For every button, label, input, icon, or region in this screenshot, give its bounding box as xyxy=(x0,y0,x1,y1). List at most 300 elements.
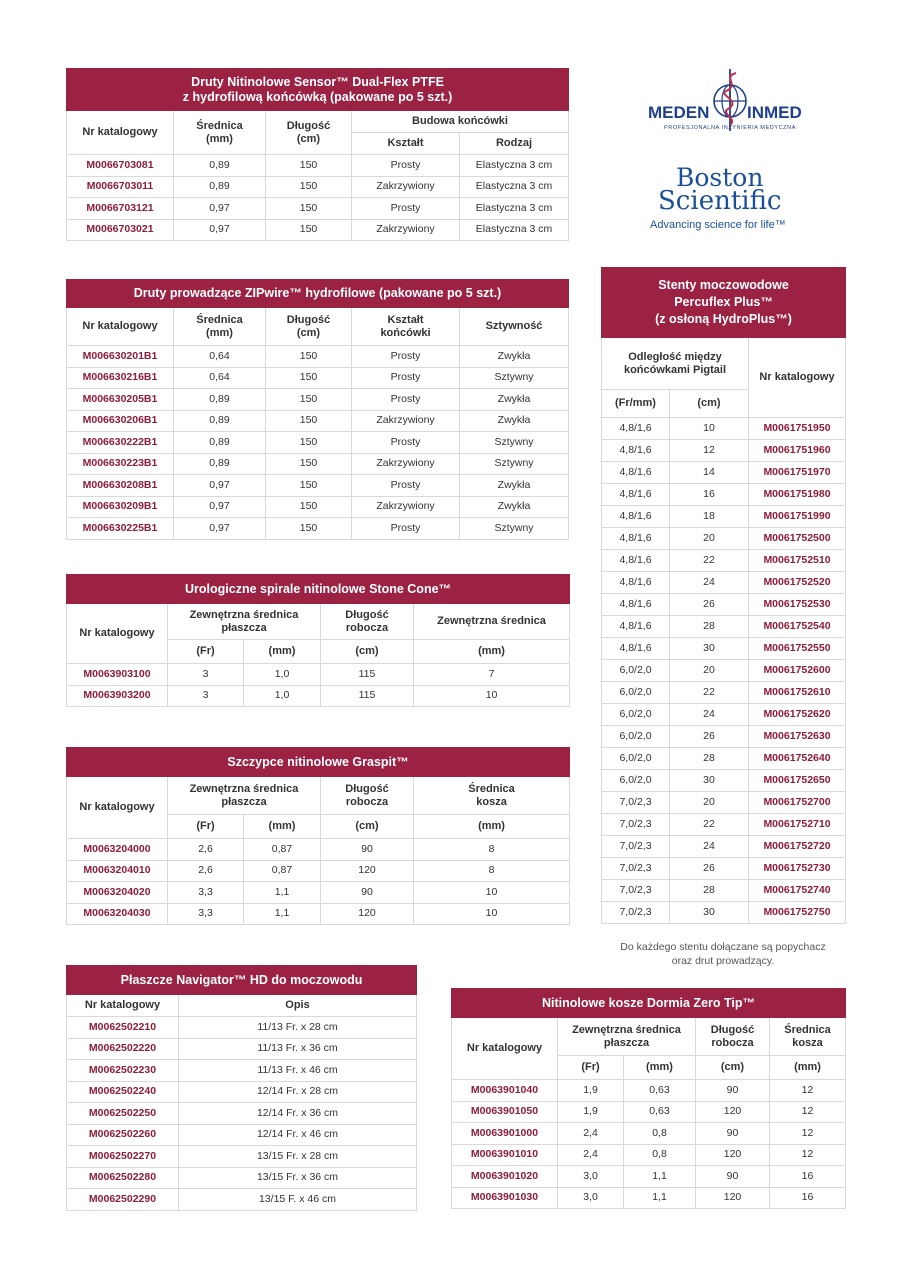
table-cell: Zwykła xyxy=(460,389,569,411)
meden-tagline: PROFESJONALNA INŻYNIERIA MEDYCZNA xyxy=(664,125,796,131)
col-header-srednica: Średnica (mm) xyxy=(174,111,266,155)
catalog-number-cell: M0061752610 xyxy=(749,682,846,704)
table-cell: 22 xyxy=(670,550,749,572)
col-header-dlugosc-robocza: Długość robocza xyxy=(321,604,414,640)
table-cell: 10 xyxy=(670,418,749,440)
table-cell: 12 xyxy=(770,1144,846,1166)
table-cell: Zwykła xyxy=(460,410,569,432)
table-cell: Elastyczna 3 cm xyxy=(460,155,569,177)
table-cell: 6,0/2,0 xyxy=(602,660,670,682)
catalog-number-cell: M0061751990 xyxy=(749,506,846,528)
unit-cm: (cm) xyxy=(321,640,414,664)
table-cell: 2,4 xyxy=(558,1144,624,1166)
col-header-zew-srednica: Zewnętrzna średnica xyxy=(414,604,570,640)
table-cell: Prosty xyxy=(352,432,460,454)
table-row xyxy=(602,748,846,770)
table-cell: 1,9 xyxy=(558,1080,624,1102)
catalog-number-cell: M0066703021 xyxy=(67,219,174,241)
col-header-zew-srednica-plaszcza: Zewnętrzna średnica płaszcza xyxy=(168,777,321,815)
catalog-number-cell: M0063204000 xyxy=(67,839,168,861)
table-cell: 120 xyxy=(321,860,414,882)
table-row xyxy=(602,770,846,792)
table-cell: 1,1 xyxy=(624,1166,696,1188)
table-row xyxy=(452,1187,846,1209)
table-cell: 12 xyxy=(670,440,749,462)
table-row xyxy=(602,704,846,726)
table-cell: 3 xyxy=(168,685,244,707)
table-row xyxy=(67,432,569,454)
col-header-zew-srednica-plaszcza: Zewnętrzna średnica płaszcza xyxy=(168,604,321,640)
table-cell: 90 xyxy=(321,839,414,861)
table-cell: 150 xyxy=(266,198,352,220)
table-cell: Elastyczna 3 cm xyxy=(460,219,569,241)
table-cell: 0,89 xyxy=(174,389,266,411)
table-cell: 30 xyxy=(670,770,749,792)
table-cell: Prosty xyxy=(352,518,460,540)
percuflex-stents-table xyxy=(601,267,846,924)
table-cell: 13/15 Fr. x 28 cm xyxy=(179,1146,417,1168)
catalog-number-cell: M0062502280 xyxy=(67,1167,179,1189)
table-row xyxy=(602,660,846,682)
table-row xyxy=(67,1060,417,1082)
table-cell: 2,4 xyxy=(558,1123,624,1145)
table-row xyxy=(452,1166,846,1188)
meden-wordmark-right: INMED xyxy=(747,103,802,122)
col-header-srednica-kosza: Średnica kosza xyxy=(770,1018,846,1056)
catalog-number-cell: M0061752550 xyxy=(749,638,846,660)
catalog-number-cell: M0062502270 xyxy=(67,1146,179,1168)
table-cell: Prosty xyxy=(352,475,460,497)
boston-wordmark-line1: Boston xyxy=(676,163,764,192)
table-row xyxy=(67,518,569,540)
catalog-number-cell: M0063903100 xyxy=(67,664,168,686)
boston-wordmark-line2: Scientific xyxy=(658,186,782,216)
table-cell: 24 xyxy=(670,704,749,726)
unit-cm: (cm) xyxy=(696,1056,770,1080)
table-cell: 0,97 xyxy=(174,198,266,220)
table-cell: 11/13 Fr. x 46 cm xyxy=(179,1060,417,1082)
table-row xyxy=(67,346,569,368)
table-row xyxy=(67,198,569,220)
table-cell: 4,8/1,6 xyxy=(602,550,670,572)
catalog-number-cell: M0061752600 xyxy=(749,660,846,682)
table-row xyxy=(602,880,846,902)
table-cell: 3,3 xyxy=(168,903,244,925)
catalog-number-cell: M0062502220 xyxy=(67,1038,179,1060)
table-row xyxy=(67,176,569,198)
catalog-number-cell: M006630225B1 xyxy=(67,518,174,540)
table-cell: Elastyczna 3 cm xyxy=(460,176,569,198)
catalog-number-cell: M0063901010 xyxy=(452,1144,558,1166)
catalog-number-cell: M006630205B1 xyxy=(67,389,174,411)
catalog-number-cell: M0061752530 xyxy=(749,594,846,616)
catalog-number-cell: M0061752740 xyxy=(749,880,846,902)
table-cell: 12 xyxy=(770,1101,846,1123)
table-cell: 26 xyxy=(670,594,749,616)
table-cell: 26 xyxy=(670,726,749,748)
table-cell: 150 xyxy=(266,367,352,389)
table-cell: 10 xyxy=(414,882,570,904)
catalog-number-cell: M0062502210 xyxy=(67,1017,179,1039)
table-cell: 0,63 xyxy=(624,1101,696,1123)
catalog-number-cell: M0061752750 xyxy=(749,902,846,924)
table-cell: 11/13 Fr. x 36 cm xyxy=(179,1038,417,1060)
table-cell: 6,0/2,0 xyxy=(602,704,670,726)
table-row xyxy=(602,638,846,660)
col-header-ksztalt: Kształt xyxy=(352,133,460,155)
catalog-number-cell: M0061751970 xyxy=(749,462,846,484)
table-cell: 150 xyxy=(266,219,352,241)
table-cell: 150 xyxy=(266,346,352,368)
table-title: Szczypce nitinolowe Graspit™ xyxy=(67,748,570,777)
table-cell: 115 xyxy=(321,685,414,707)
catalog-number-cell: M0061752510 xyxy=(749,550,846,572)
table-row xyxy=(67,1017,417,1039)
table-row xyxy=(452,1101,846,1123)
table-cell: 4,8/1,6 xyxy=(602,616,670,638)
table-cell: 2,6 xyxy=(168,860,244,882)
catalog-number-cell: M006630206B1 xyxy=(67,410,174,432)
col-header-nr: Nr katalogowy xyxy=(67,111,174,155)
table-cell: 12 xyxy=(770,1123,846,1145)
catalog-number-cell: M0061752620 xyxy=(749,704,846,726)
catalog-number-cell: M0066703011 xyxy=(67,176,174,198)
table-cell: 4,8/1,6 xyxy=(602,638,670,660)
dormia-zero-tip-table xyxy=(451,988,846,1209)
col-header-dlugosc-robocza: Długość robocza xyxy=(321,777,414,815)
table-cell: 0,89 xyxy=(174,155,266,177)
table-cell: 20 xyxy=(670,792,749,814)
catalog-number-cell: M0066703081 xyxy=(67,155,174,177)
catalog-number-cell: M0063901050 xyxy=(452,1101,558,1123)
table-cell: 4,8/1,6 xyxy=(602,506,670,528)
table-cell: 20 xyxy=(670,660,749,682)
table-cell: Prosty xyxy=(352,346,460,368)
table-cell: 10 xyxy=(414,903,570,925)
catalog-number-cell: M006630223B1 xyxy=(67,453,174,475)
table-cell: 0,89 xyxy=(174,176,266,198)
table-cell: 150 xyxy=(266,410,352,432)
unit-fr: (Fr) xyxy=(168,815,244,839)
table-cell: 0,89 xyxy=(174,432,266,454)
col-header-nr: Nr katalogowy xyxy=(749,338,846,418)
table-row xyxy=(67,367,569,389)
table-cell: 3 xyxy=(168,664,244,686)
unit-mm: (mm) xyxy=(244,640,321,664)
catalog-number-cell: M0063901040 xyxy=(452,1080,558,1102)
table-row xyxy=(602,550,846,572)
table-cell: 6,0/2,0 xyxy=(602,682,670,704)
col-header-srednica-kosza: Średnica kosza xyxy=(414,777,570,815)
table-cell: 120 xyxy=(696,1101,770,1123)
table-cell: Zwykła xyxy=(460,346,569,368)
table-cell: 28 xyxy=(670,748,749,770)
table-row xyxy=(602,418,846,440)
table-cell: 90 xyxy=(321,882,414,904)
table-cell: 14 xyxy=(670,462,749,484)
catalog-number-cell: M0063901020 xyxy=(452,1166,558,1188)
table-cell: 10 xyxy=(414,685,570,707)
catalog-number-cell: M0061752720 xyxy=(749,836,846,858)
table-cell: Elastyczna 3 cm xyxy=(460,198,569,220)
table-row xyxy=(602,594,846,616)
table-cell: 30 xyxy=(670,638,749,660)
catalog-number-cell: M0061752650 xyxy=(749,770,846,792)
unit-fr: (Fr) xyxy=(168,640,244,664)
table-cell: 150 xyxy=(266,389,352,411)
col-header-nr: Nr katalogowy xyxy=(67,604,168,664)
table-cell: 7,0/2,3 xyxy=(602,792,670,814)
catalog-number-cell: M0061752540 xyxy=(749,616,846,638)
table-cell: 1,0 xyxy=(244,664,321,686)
col-header-rodzaj: Rodzaj xyxy=(460,133,569,155)
catalog-number-cell: M006630216B1 xyxy=(67,367,174,389)
unit-mm: (mm) xyxy=(414,640,570,664)
zipwire-table xyxy=(66,279,569,540)
table-cell: 12/14 Fr. x 28 cm xyxy=(179,1081,417,1103)
table-cell: 24 xyxy=(670,572,749,594)
table-cell: Prosty xyxy=(352,198,460,220)
table-cell: 4,8/1,6 xyxy=(602,594,670,616)
stone-cone-table xyxy=(66,574,570,707)
table-cell: Zakrzywiony xyxy=(352,176,460,198)
sensor-dual-flex-table xyxy=(66,68,569,241)
graspit-table xyxy=(66,747,570,925)
table-row xyxy=(602,506,846,528)
table-cell: 6,0/2,0 xyxy=(602,726,670,748)
table-row xyxy=(67,1189,417,1211)
table-cell: 0,97 xyxy=(174,518,266,540)
table-cell: 24 xyxy=(670,836,749,858)
table-row xyxy=(67,839,570,861)
table-cell: 22 xyxy=(670,814,749,836)
table-cell: 3,0 xyxy=(558,1187,624,1209)
table-cell: 22 xyxy=(670,682,749,704)
table-cell: 115 xyxy=(321,664,414,686)
table-cell: Sztywny xyxy=(460,518,569,540)
table-cell: 16 xyxy=(670,484,749,506)
boston-tagline: Advancing science for life™ xyxy=(650,219,786,231)
col-header-nr: Nr katalogowy xyxy=(67,308,174,346)
table-cell: 16 xyxy=(770,1187,846,1209)
table-title: Urologiczne spirale nitinolowe Stone Cone™ xyxy=(67,575,570,604)
table-cell: 7,0/2,3 xyxy=(602,880,670,902)
table-cell: 0,97 xyxy=(174,475,266,497)
table-cell: Zakrzywiony xyxy=(352,219,460,241)
table-cell: 7,0/2,3 xyxy=(602,836,670,858)
table-cell: 7,0/2,3 xyxy=(602,814,670,836)
col-header-dlugosc: Długość (cm) xyxy=(266,111,352,155)
table-cell: Zakrzywiony xyxy=(352,453,460,475)
table-cell: Prosty xyxy=(352,367,460,389)
table-cell: 150 xyxy=(266,518,352,540)
catalog-number-cell: M0066703121 xyxy=(67,198,174,220)
catalog-number-cell: M0063204020 xyxy=(67,882,168,904)
table-row xyxy=(67,410,569,432)
table-cell: 6,0/2,0 xyxy=(602,770,670,792)
table-row xyxy=(67,453,569,475)
col-header-nr: Nr katalogowy xyxy=(452,1018,558,1080)
table-row xyxy=(67,1146,417,1168)
catalog-number-cell: M0062502290 xyxy=(67,1189,179,1211)
table-cell: Prosty xyxy=(352,155,460,177)
table-cell: 7,0/2,3 xyxy=(602,902,670,924)
table-cell: 0,8 xyxy=(624,1123,696,1145)
catalog-number-cell: M0061751980 xyxy=(749,484,846,506)
table-cell: 0,97 xyxy=(174,219,266,241)
col-header-odleglosc: Odległość między końcówkami Pigtail xyxy=(602,338,749,390)
table-cell: 90 xyxy=(696,1166,770,1188)
table-cell: 8 xyxy=(414,860,570,882)
table-cell: 150 xyxy=(266,176,352,198)
catalog-number-cell: M0062502260 xyxy=(67,1124,179,1146)
table-cell: Zwykła xyxy=(460,475,569,497)
table-cell: 0,63 xyxy=(624,1080,696,1102)
table-cell: 18 xyxy=(670,506,749,528)
table-cell: Sztywny xyxy=(460,367,569,389)
table-cell: 12/14 Fr. x 46 cm xyxy=(179,1124,417,1146)
table-row xyxy=(67,903,570,925)
table-cell: 0,89 xyxy=(174,453,266,475)
catalog-number-cell: M0062502250 xyxy=(67,1103,179,1125)
catalog-number-cell: M0063903200 xyxy=(67,685,168,707)
col-header-zew-srednica-plaszcza: Zewnętrzna średnica płaszcza xyxy=(558,1018,696,1056)
table-row xyxy=(67,219,569,241)
catalog-number-cell: M0061752700 xyxy=(749,792,846,814)
catalog-number-cell: M0061752630 xyxy=(749,726,846,748)
table-cell: 13/15 F. x 46 cm xyxy=(179,1189,417,1211)
table-row xyxy=(602,572,846,594)
table-cell: Prosty xyxy=(352,389,460,411)
table-title: Stenty moczowodowe Percuflex Plus™ (z osłoną HydroPlus™) xyxy=(602,268,846,338)
table-cell: Sztywny xyxy=(460,453,569,475)
catalog-number-cell: M006630222B1 xyxy=(67,432,174,454)
table-cell: 1,1 xyxy=(624,1187,696,1209)
table-cell: 13/15 Fr. x 36 cm xyxy=(179,1167,417,1189)
table-cell: 28 xyxy=(670,880,749,902)
table-row xyxy=(67,860,570,882)
table-cell: 90 xyxy=(696,1080,770,1102)
table-row xyxy=(67,1081,417,1103)
table-row xyxy=(67,155,569,177)
catalog-number-cell: M0061752500 xyxy=(749,528,846,550)
col-header-budowa: Budowa końcówki xyxy=(352,111,569,133)
table-row xyxy=(67,664,570,686)
table-cell: 26 xyxy=(670,858,749,880)
table-row xyxy=(67,475,569,497)
table-row xyxy=(602,836,846,858)
catalog-number-cell: M0063901030 xyxy=(452,1187,558,1209)
table-cell: 8 xyxy=(414,839,570,861)
table-cell: 4,8/1,6 xyxy=(602,484,670,506)
table-cell: 150 xyxy=(266,453,352,475)
table-cell: 4,8/1,6 xyxy=(602,528,670,550)
catalog-number-cell: M0063204030 xyxy=(67,903,168,925)
navigator-hd-table xyxy=(66,965,417,1211)
table-row xyxy=(602,726,846,748)
table-title: Druty prowadzące ZIPwire™ hydrofilowe (pakowane po 5 szt.) xyxy=(67,280,569,308)
table-row xyxy=(602,682,846,704)
table-cell: Zakrzywiony xyxy=(352,410,460,432)
table-cell: 28 xyxy=(670,616,749,638)
col-header-ksztalt: Kształt końcówki xyxy=(352,308,460,346)
table-row xyxy=(452,1123,846,1145)
unit-mm: (mm) xyxy=(624,1056,696,1080)
table-row xyxy=(602,902,846,924)
table-row xyxy=(67,685,570,707)
table-cell: 1,9 xyxy=(558,1101,624,1123)
table-cell: 120 xyxy=(321,903,414,925)
col-header-srednica: Średnica (mm) xyxy=(174,308,266,346)
catalog-number-cell: M0061752640 xyxy=(749,748,846,770)
table-title: Druty Nitinolowe Sensor™ Dual-Flex PTFE z hydrofilową końcówką (pakowane po 5 szt.) xyxy=(67,69,569,111)
table-row xyxy=(452,1144,846,1166)
table-cell: 3,3 xyxy=(168,882,244,904)
unit-mm: (mm) xyxy=(770,1056,846,1080)
unit-cm: (cm) xyxy=(321,815,414,839)
col-header-nr: Nr katalogowy xyxy=(67,777,168,839)
table-cell: 0,97 xyxy=(174,496,266,518)
catalog-number-cell: M0061751960 xyxy=(749,440,846,462)
unit-mm: (mm) xyxy=(414,815,570,839)
catalog-number-cell: M0063901000 xyxy=(452,1123,558,1145)
table-cell: 4,8/1,6 xyxy=(602,462,670,484)
table-row xyxy=(602,462,846,484)
table-row xyxy=(67,389,569,411)
catalog-number-cell: M0061752730 xyxy=(749,858,846,880)
table-cell: Zakrzywiony xyxy=(352,496,460,518)
table-cell: 6,0/2,0 xyxy=(602,748,670,770)
col-header-dlugosc-robocza: Długość robocza xyxy=(696,1018,770,1056)
unit-fr: (Fr) xyxy=(558,1056,624,1080)
table-row xyxy=(67,1167,417,1189)
table-cell: 1,0 xyxy=(244,685,321,707)
catalog-number-cell: M0061752710 xyxy=(749,814,846,836)
table-cell: 120 xyxy=(696,1144,770,1166)
catalog-number-cell: M0063204010 xyxy=(67,860,168,882)
table-cell: 12 xyxy=(770,1080,846,1102)
table-row xyxy=(67,1103,417,1125)
unit-mm: (mm) xyxy=(244,815,321,839)
table-row xyxy=(602,484,846,506)
table-cell: 20 xyxy=(670,528,749,550)
table-cell: 1,1 xyxy=(244,903,321,925)
table-cell: 3,0 xyxy=(558,1166,624,1188)
table-row xyxy=(67,496,569,518)
col-header-nr: Nr katalogowy xyxy=(67,995,179,1017)
col-header-opis: Opis xyxy=(179,995,417,1017)
meden-inmed-logo xyxy=(648,65,812,137)
catalog-number-cell: M006630208B1 xyxy=(67,475,174,497)
table-cell: Zwykła xyxy=(460,496,569,518)
boston-scientific-logo xyxy=(648,165,808,235)
table-row xyxy=(602,858,846,880)
table-row xyxy=(452,1080,846,1102)
unit-fr-mm: (Fr/mm) xyxy=(602,390,670,418)
table-cell: 150 xyxy=(266,155,352,177)
table-cell: 11/13 Fr. x 28 cm xyxy=(179,1017,417,1039)
table-title: Płaszcze Navigator™ HD do moczowodu xyxy=(67,966,417,995)
table-cell: 0,64 xyxy=(174,367,266,389)
table-row xyxy=(602,792,846,814)
table-cell: 4,8/1,6 xyxy=(602,418,670,440)
table-cell: 4,8/1,6 xyxy=(602,572,670,594)
col-header-sztywnosc: Sztywność xyxy=(460,308,569,346)
table-cell: 150 xyxy=(266,496,352,518)
stent-note: Do każdego stentu dołączane są popychacz oraz drut prowadzący. xyxy=(620,941,826,967)
table-cell: 90 xyxy=(696,1123,770,1145)
table-cell: 150 xyxy=(266,475,352,497)
